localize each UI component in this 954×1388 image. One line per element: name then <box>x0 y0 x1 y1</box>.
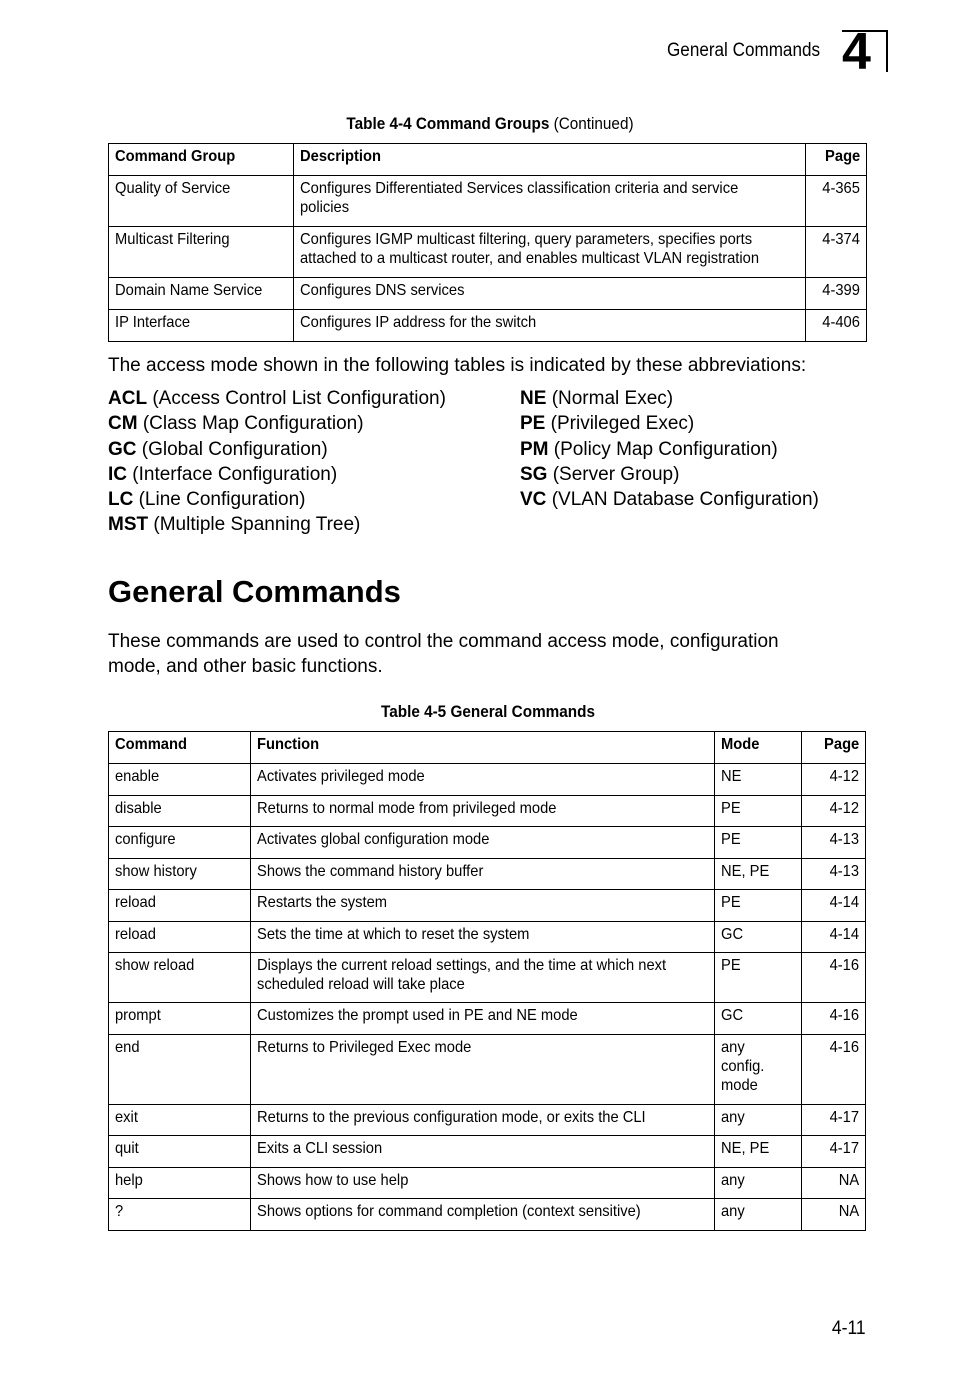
page-cell: 4-16 <box>802 953 866 1003</box>
command-cell: quit <box>109 1136 251 1168</box>
table-row <box>109 176 867 227</box>
abbreviation-meaning: (Class Map Configuration) <box>142 413 364 435</box>
abbreviation-meaning: (Line Configuration) <box>138 489 306 511</box>
abbreviation-code: CM <box>108 413 138 435</box>
abbreviation-code: IC <box>108 463 127 485</box>
function-cell: Activates global configuration mode <box>251 827 715 859</box>
page-cell: 4-365 <box>806 176 867 227</box>
mode-cell: PE <box>715 827 802 859</box>
table44-header-page: Page <box>806 144 867 176</box>
table44-caption-suffix: (Continued) <box>553 114 634 133</box>
command-cell: disable <box>109 795 251 827</box>
abbreviations-left-column <box>108 386 446 538</box>
page-cell: 4-14 <box>802 890 866 922</box>
page-cell: 4-399 <box>806 278 867 310</box>
command-cell: end <box>109 1034 251 1104</box>
page-cell: 4-13 <box>802 827 866 859</box>
command-cell: configure <box>109 827 251 859</box>
abbreviation-item <box>520 411 819 436</box>
page-cell: NA <box>802 1199 866 1231</box>
table44-header-group: Command Group <box>109 144 294 176</box>
function-cell: Shows how to use help <box>251 1167 715 1199</box>
table45-header-function: Function <box>251 732 715 764</box>
page-cell: 4-374 <box>806 227 867 278</box>
section-heading: General Commands <box>108 574 401 609</box>
function-cell: Returns to normal mode from privileged mode <box>251 795 715 827</box>
mode-cell: PE <box>715 890 802 922</box>
command-cell: help <box>109 1167 251 1199</box>
section-body <box>108 629 779 679</box>
mode-cell: any <box>715 1104 802 1136</box>
function-cell: Sets the time at which to reset the system <box>251 921 715 953</box>
page-cell: 4-17 <box>802 1136 866 1168</box>
table44-caption-title: Table 4-4 Command Groups <box>346 114 550 133</box>
command-cell: reload <box>109 890 251 922</box>
table-row <box>109 1003 866 1035</box>
mode-cell: any <box>715 1167 802 1199</box>
table45-header-page: Page <box>802 732 866 764</box>
page-cell: 4-16 <box>802 1003 866 1035</box>
table-row <box>109 310 867 342</box>
table44-caption <box>301 114 679 134</box>
abbreviation-item <box>108 512 446 537</box>
table-row <box>109 827 866 859</box>
table45-caption: Table 4-5 General Commands <box>380 702 595 721</box>
table45-header-command: Command <box>109 732 251 764</box>
abbreviation-meaning: (Global Configuration) <box>141 438 328 460</box>
abbreviation-code: SG <box>520 463 548 485</box>
table-row <box>109 921 866 953</box>
mode-cell: any config. mode <box>715 1034 802 1104</box>
abbreviation-item <box>108 437 446 462</box>
chapter-tab <box>842 23 888 81</box>
abbreviation-code: VC <box>520 489 547 511</box>
table-row <box>109 858 866 890</box>
function-cell: Customizes the prompt used in PE and NE mode <box>251 1003 715 1035</box>
command-cell: prompt <box>109 1003 251 1035</box>
page-number: 4-11 <box>832 1318 866 1339</box>
abbreviation-meaning: (Normal Exec) <box>551 388 674 409</box>
abbreviation-code: GC <box>108 438 137 460</box>
table-row <box>109 1167 866 1199</box>
running-header-title: General Commands <box>666 40 820 61</box>
mode-cell: PE <box>715 953 802 1003</box>
command-cell: show history <box>109 858 251 890</box>
abbreviation-meaning: (Access Control List Configuration) <box>152 388 446 409</box>
abbreviation-code: ACL <box>108 388 148 409</box>
page-cell: 4-12 <box>802 764 866 796</box>
abbreviation-item <box>520 462 819 487</box>
command-cell: ? <box>109 1199 251 1231</box>
table-row <box>109 1136 866 1168</box>
table-row <box>109 795 866 827</box>
command-group-cell: Quality of Service <box>109 176 294 227</box>
mode-cell: any <box>715 1199 802 1231</box>
table45-header-mode: Mode <box>715 732 802 764</box>
abbreviation-item <box>520 386 819 411</box>
abbreviation-meaning: (VLAN Database Configuration) <box>551 489 819 511</box>
description-cell: Configures IGMP multicast filtering, query parameters, specifies ports attached to a multicast router, and enables multicast VLAN registration <box>294 227 806 278</box>
function-cell: Restarts the system <box>251 890 715 922</box>
description-cell: Configures IP address for the switch <box>294 310 806 342</box>
mode-cell: NE, PE <box>715 858 802 890</box>
abbreviation-item <box>520 487 819 512</box>
function-cell: Activates privileged mode <box>251 764 715 796</box>
section-body-line1: These commands are used to control the command access mode, configuration <box>108 631 779 652</box>
mode-cell: PE <box>715 795 802 827</box>
command-group-cell: Domain Name Service <box>109 278 294 310</box>
mode-cell: GC <box>715 1003 802 1035</box>
abbreviation-item <box>520 437 819 462</box>
function-cell: Returns to the previous configuration mode, or exits the CLI <box>251 1104 715 1136</box>
command-groups-table <box>108 143 867 342</box>
abbreviation-code: PE <box>520 413 546 435</box>
abbreviation-item <box>108 386 446 411</box>
abbreviation-code: MST <box>108 514 149 536</box>
abbreviation-item <box>108 462 446 487</box>
command-cell: enable <box>109 764 251 796</box>
function-cell: Displays the current reload settings, and the time at which next scheduled reload will take place <box>251 953 715 1003</box>
abbreviation-code: NE <box>520 388 547 409</box>
abbreviations-right-column <box>520 386 819 512</box>
page-cell: 4-406 <box>806 310 867 342</box>
page-cell: 4-14 <box>802 921 866 953</box>
table-row <box>109 890 866 922</box>
table-row <box>109 1199 866 1231</box>
abbreviation-meaning: (Privileged Exec) <box>550 413 695 435</box>
command-cell: reload <box>109 921 251 953</box>
abbreviation-code: LC <box>108 489 134 511</box>
page-cell: 4-17 <box>802 1104 866 1136</box>
description-cell: Configures DNS services <box>294 278 806 310</box>
command-cell: exit <box>109 1104 251 1136</box>
table-row <box>109 1104 866 1136</box>
abbreviation-meaning: (Policy Map Configuration) <box>553 438 778 460</box>
function-cell: Shows options for command completion (context sensitive) <box>251 1199 715 1231</box>
command-cell: show reload <box>109 953 251 1003</box>
table-row <box>109 227 867 278</box>
section-body-line2: mode, and other basic functions. <box>108 656 383 677</box>
function-cell: Returns to Privileged Exec mode <box>251 1034 715 1104</box>
page-cell: 4-13 <box>802 858 866 890</box>
table-row <box>109 278 867 310</box>
abbreviation-item <box>108 411 446 436</box>
command-group-cell: Multicast Filtering <box>109 227 294 278</box>
chapter-number: 4 <box>842 23 871 81</box>
page-cell: 4-16 <box>802 1034 866 1104</box>
abbreviation-meaning: (Server Group) <box>552 463 680 485</box>
abbreviation-item <box>108 487 446 512</box>
abbreviation-meaning: (Interface Configuration) <box>132 463 338 485</box>
access-mode-intro: The access mode shown in the following tables is indicated by these abbreviations: <box>108 355 807 376</box>
table44-header-description: Description <box>294 144 806 176</box>
function-cell: Shows the command history buffer <box>251 858 715 890</box>
abbreviation-meaning: (Multiple Spanning Tree) <box>153 514 361 536</box>
abbreviation-code: PM <box>520 438 549 460</box>
table-row <box>109 953 866 1003</box>
table-row <box>109 1034 866 1104</box>
command-group-cell: IP Interface <box>109 310 294 342</box>
description-cell: Configures Differentiated Services classification criteria and service policies <box>294 176 806 227</box>
mode-cell: NE, PE <box>715 1136 802 1168</box>
table-row <box>109 764 866 796</box>
function-cell: Exits a CLI session <box>251 1136 715 1168</box>
page-cell: 4-12 <box>802 795 866 827</box>
mode-cell: NE <box>715 764 802 796</box>
general-commands-table <box>108 731 866 1231</box>
page-cell: NA <box>802 1167 866 1199</box>
mode-cell: GC <box>715 921 802 953</box>
